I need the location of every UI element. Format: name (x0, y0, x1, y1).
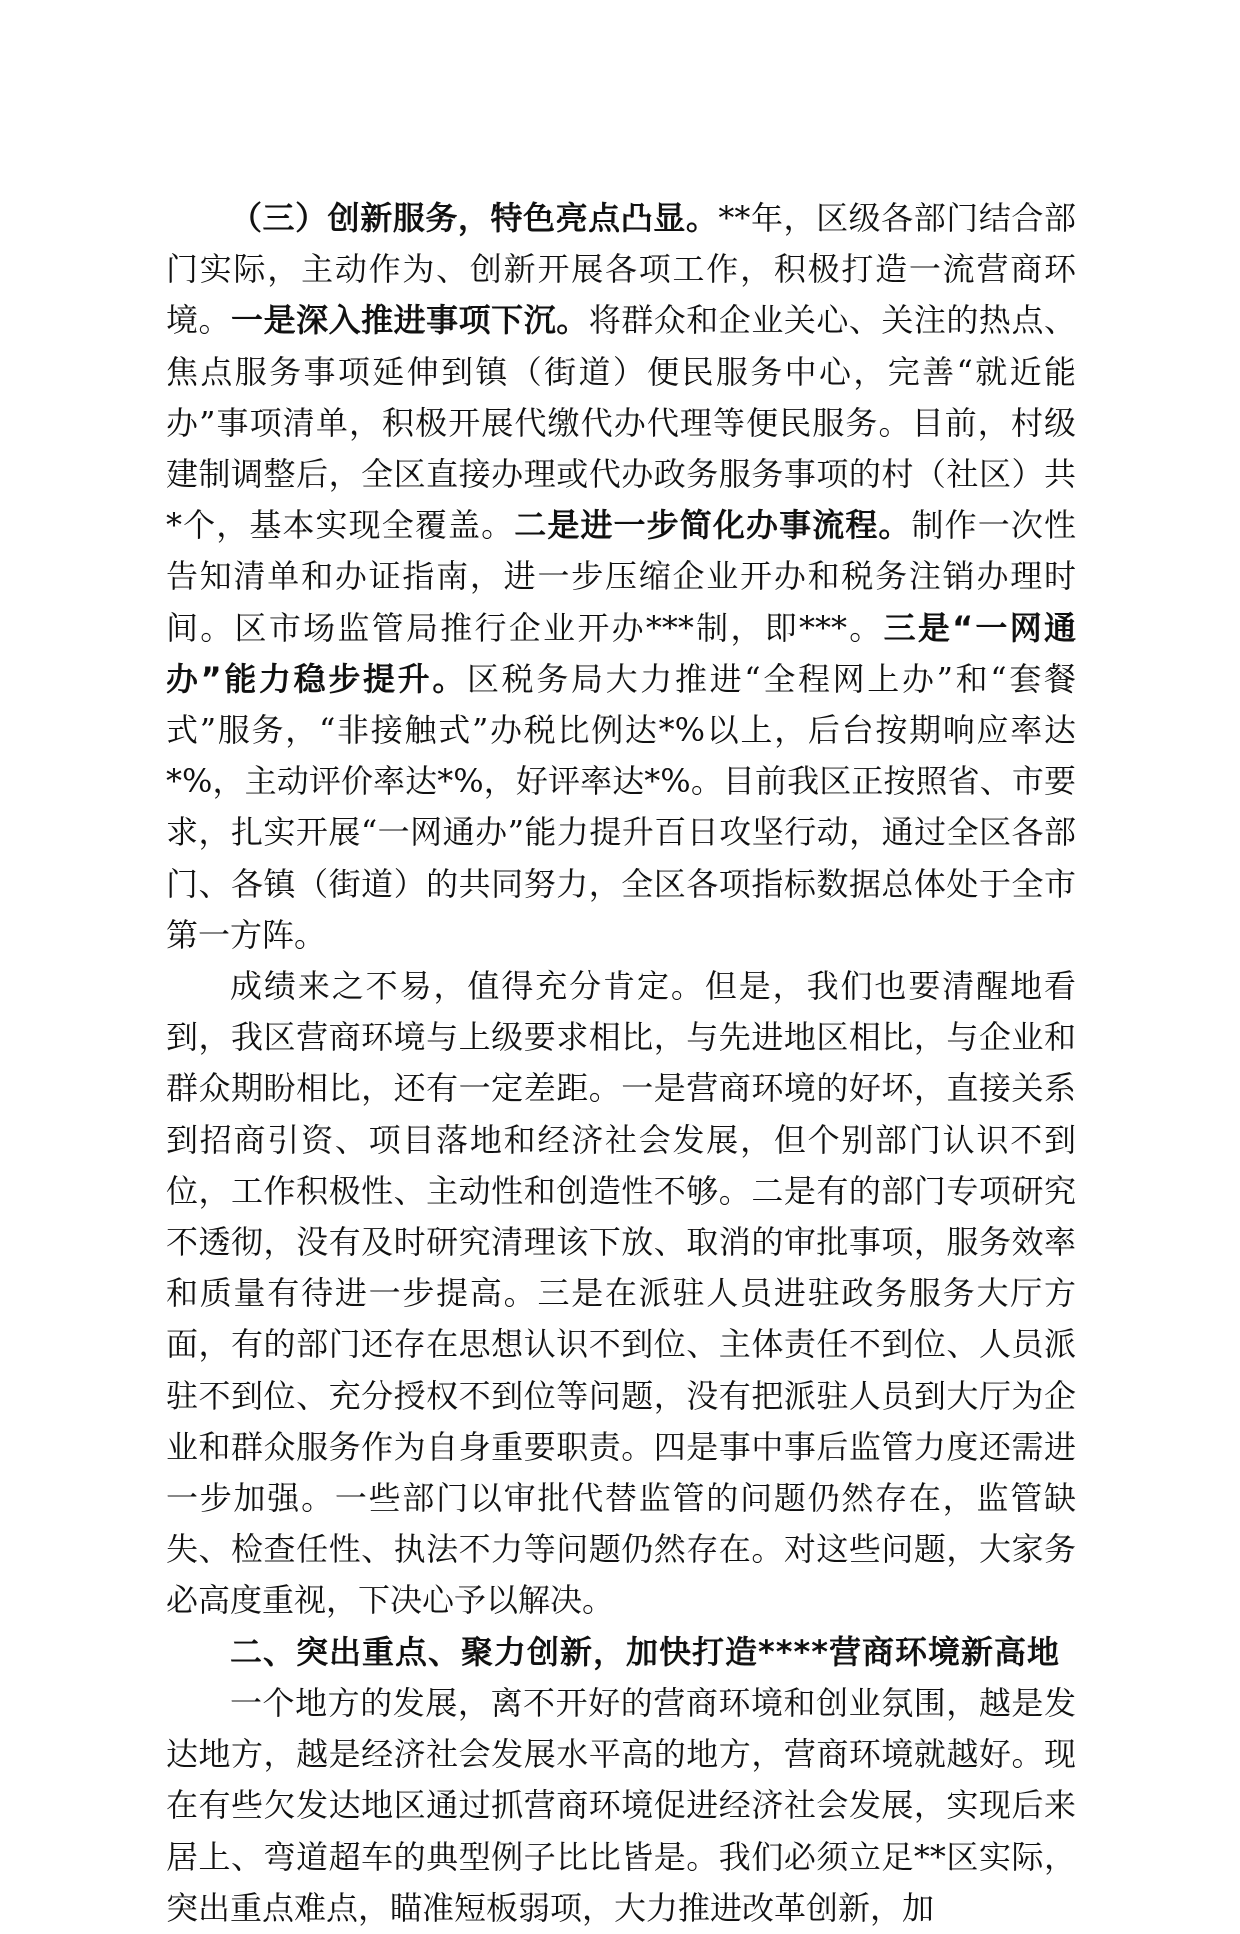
point-3-title: 三是“一网通办”能力稳步提升。 (166, 608, 1076, 698)
point-3-text: 区税务局大力推进“全程网上办”和“套餐式”服务，“非接触式”办税比例达*%以上，后台按期响应率达*%，主动评价率达*%，好评率达*%。目前我区正按照省、市要求，扎实开展“一网通办”能力提升百日攻坚行动，通过全区各部门、各镇（街道）的共同努力，全区各项指标数据总体处于全市第一方阵。 (166, 659, 1076, 954)
section-3-heading: （三）创新服务，特色亮点凸显。 (230, 199, 719, 237)
development-paragraph: 一个地方的发展，离不开好的营商环境和创业氛围，越是发达地方，越是经济社会发展水平高的地方，营商环境就越好。现在有些欠发达地区通过抓营商环境促进经济社会发展，实现后来居上、弯道超车的典型例子比比皆是。我们必须立足**区实际，突出重点难点，瞄准短板弱项，大力推进改革创新，加 (166, 1683, 1076, 1927)
point-1-title: 一是深入推进事项下沉。 (231, 301, 589, 340)
section-2-heading: 二、突出重点、聚力创新，加快打造****营商环境新高地 (230, 1632, 1060, 1671)
point-2-text: 制作一次性告知清单和办证指南，进一步压缩企业开办和税务注销办理时间。区市场监管局推行企业开办***制，即***。 (166, 506, 1076, 647)
problems-paragraph: 成绩来之不易，值得充分肯定。但是，我们也要清醒地看到，我区营商环境与上级要求相比，与先进地区相比，与企业和群众期盼相比，还有一定差距。一是营商环境的好坏，直接关系到招商引资、项目落地和经济社会发展，但个别部门认识不到位，工作积极性、主动性和创造性不够。二是有的部门专项研究不透彻，没有及时研究清理该下放、取消的审批事项，服务效率和质量有待进一步提高。三是在派驻人员进驻政务服务大厅方面，有的部门还存在思想认识不到位、主体责任不到位、人员派驻不到位、充分授权不到位等问题，没有把派驻人员到大厅为企业和群众服务作为自身重要职责。四是事中事后监管力度还需进一步加强。一些部门以审批代替监管的问题仍然存在，监管缺失、检查任性、执法不力等问题仍然存在。对这些问题，大家务必高度重视，下决心予以解决。 (166, 967, 1076, 1620)
point-2-title: 二是进一步简化办事流程。 (514, 506, 912, 545)
document-page (166, 193, 1076, 1934)
section-3-paragraph (166, 193, 1076, 961)
section-3-intro: **年，区级各部门结合部门实际，主动作为、创新开展各项工作，积极打造一流营商环境。 (166, 199, 1076, 340)
point-1-text: 将群众和企业关心、关注的热点、焦点服务事项延伸到镇（街道）便民服务中心，完善“就近能办”事项清单，积极开展代缴代办代理等便民服务。目前，村级建制调整后，全区直接办理或代办政务服务事项的村（社区）共*个，基本实现全覆盖。 (166, 301, 1076, 545)
